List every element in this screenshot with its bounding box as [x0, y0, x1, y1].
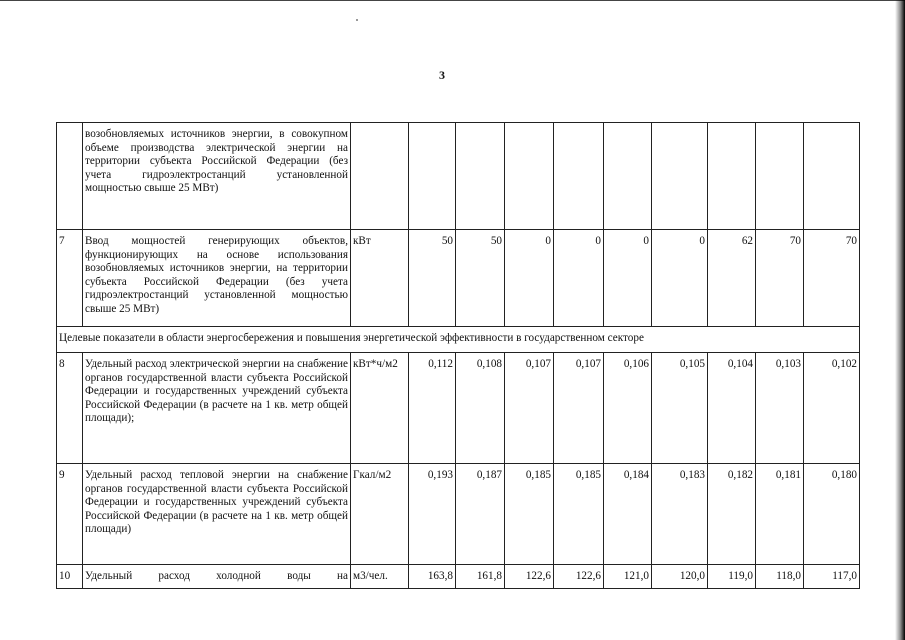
- row-number: 10: [57, 565, 83, 589]
- page-number: 3: [439, 68, 445, 82]
- value-cell: 0,112: [409, 353, 456, 464]
- value-cell: 0,187: [456, 464, 505, 565]
- unit-cell: [351, 123, 409, 230]
- table-row-7: [57, 230, 860, 327]
- value-cell: 0,103: [756, 353, 804, 464]
- value-cell: 70: [756, 230, 804, 327]
- value-cell: 0,105: [652, 353, 708, 464]
- value-cell: 0,193: [409, 464, 456, 565]
- value-cell: 0,180: [804, 464, 860, 565]
- row-number: 8: [57, 353, 83, 464]
- unit-cell: Гкал/м2: [351, 464, 409, 565]
- indicator-description: Удельный расход электрической энергии на снабжение органов государственной власти субъекта Российской Федерации и государственных учреждений субъекта Российской Федерации (в расчете на 1 кв. метр общей площади);: [83, 353, 351, 464]
- table-row-9: [57, 464, 860, 565]
- value-cell: [804, 123, 860, 230]
- value-cell: 50: [409, 230, 456, 327]
- value-cell: 0: [652, 230, 708, 327]
- page-top-edge: [0, 0, 905, 1]
- table-section-row: [57, 327, 860, 353]
- table-row-continuation: [57, 123, 860, 230]
- table-row-10: [57, 565, 860, 589]
- value-cell: 70: [804, 230, 860, 327]
- value-cell: [652, 123, 708, 230]
- value-cell: 0: [604, 230, 652, 327]
- indicator-description: возобновляемых источников энергии, в совокупном объеме производства электрической энергии на территории субъекта Российской Федерации (без учета гидроэлектростанций установленной мощностью свыше 25 МВт): [83, 123, 351, 230]
- value-cell: 117,0: [804, 565, 860, 589]
- value-cell: 0,181: [756, 464, 804, 565]
- table-row-8: [57, 353, 860, 464]
- value-cell: 0,183: [652, 464, 708, 565]
- value-cell: 119,0: [708, 565, 756, 589]
- indicator-description: Ввод мощностей генерирующих объектов, функционирующих на основе использования возобновляемых источников энергии, на территории субъекта Российской Федерации (без учета гидроэлектростанций установленной мощностью свыше 25 МВт): [83, 230, 351, 327]
- unit-cell: кВт*ч/м2: [351, 353, 409, 464]
- row-number: 9: [57, 464, 83, 565]
- value-cell: 120,0: [652, 565, 708, 589]
- value-cell: 122,6: [554, 565, 604, 589]
- value-cell: [756, 123, 804, 230]
- value-cell: 121,0: [604, 565, 652, 589]
- unit-cell: м3/чел.: [351, 565, 409, 589]
- value-cell: 122,6: [505, 565, 554, 589]
- value-cell: [554, 123, 604, 230]
- indicators-table: [56, 122, 860, 589]
- value-cell: 0,185: [505, 464, 554, 565]
- scan-speck: [356, 19, 358, 21]
- scan-edge-shadow: [895, 0, 905, 640]
- value-cell: 0,104: [708, 353, 756, 464]
- value-cell: 163,8: [409, 565, 456, 589]
- value-cell: 0,108: [456, 353, 505, 464]
- unit-cell: кВт: [351, 230, 409, 327]
- indicator-description: Удельный расход холодной воды на: [83, 565, 351, 589]
- value-cell: [505, 123, 554, 230]
- value-cell: [708, 123, 756, 230]
- value-cell: [456, 123, 505, 230]
- row-number: 7: [57, 230, 83, 327]
- value-cell: [409, 123, 456, 230]
- value-cell: 0,182: [708, 464, 756, 565]
- value-cell: 0: [505, 230, 554, 327]
- value-cell: 62: [708, 230, 756, 327]
- value-cell: 0: [554, 230, 604, 327]
- row-number: [57, 123, 83, 230]
- value-cell: 0,107: [505, 353, 554, 464]
- value-cell: 0,107: [554, 353, 604, 464]
- value-cell: [604, 123, 652, 230]
- value-cell: 0,184: [604, 464, 652, 565]
- value-cell: 161,8: [456, 565, 505, 589]
- value-cell: 0,185: [554, 464, 604, 565]
- value-cell: 50: [456, 230, 505, 327]
- indicator-description: Удельный расход тепловой энергии на снабжение органов государственной власти субъекта Российской Федерации и государственных учреждений субъекта Российской Федерации (в расчете на 1 кв. метр общей площади): [83, 464, 351, 565]
- value-cell: 0,102: [804, 353, 860, 464]
- value-cell: 0,106: [604, 353, 652, 464]
- section-heading: Целевые показатели в области энергосбережения и повышения энергетической эффективности в государственном секторе: [57, 327, 860, 353]
- value-cell: 118,0: [756, 565, 804, 589]
